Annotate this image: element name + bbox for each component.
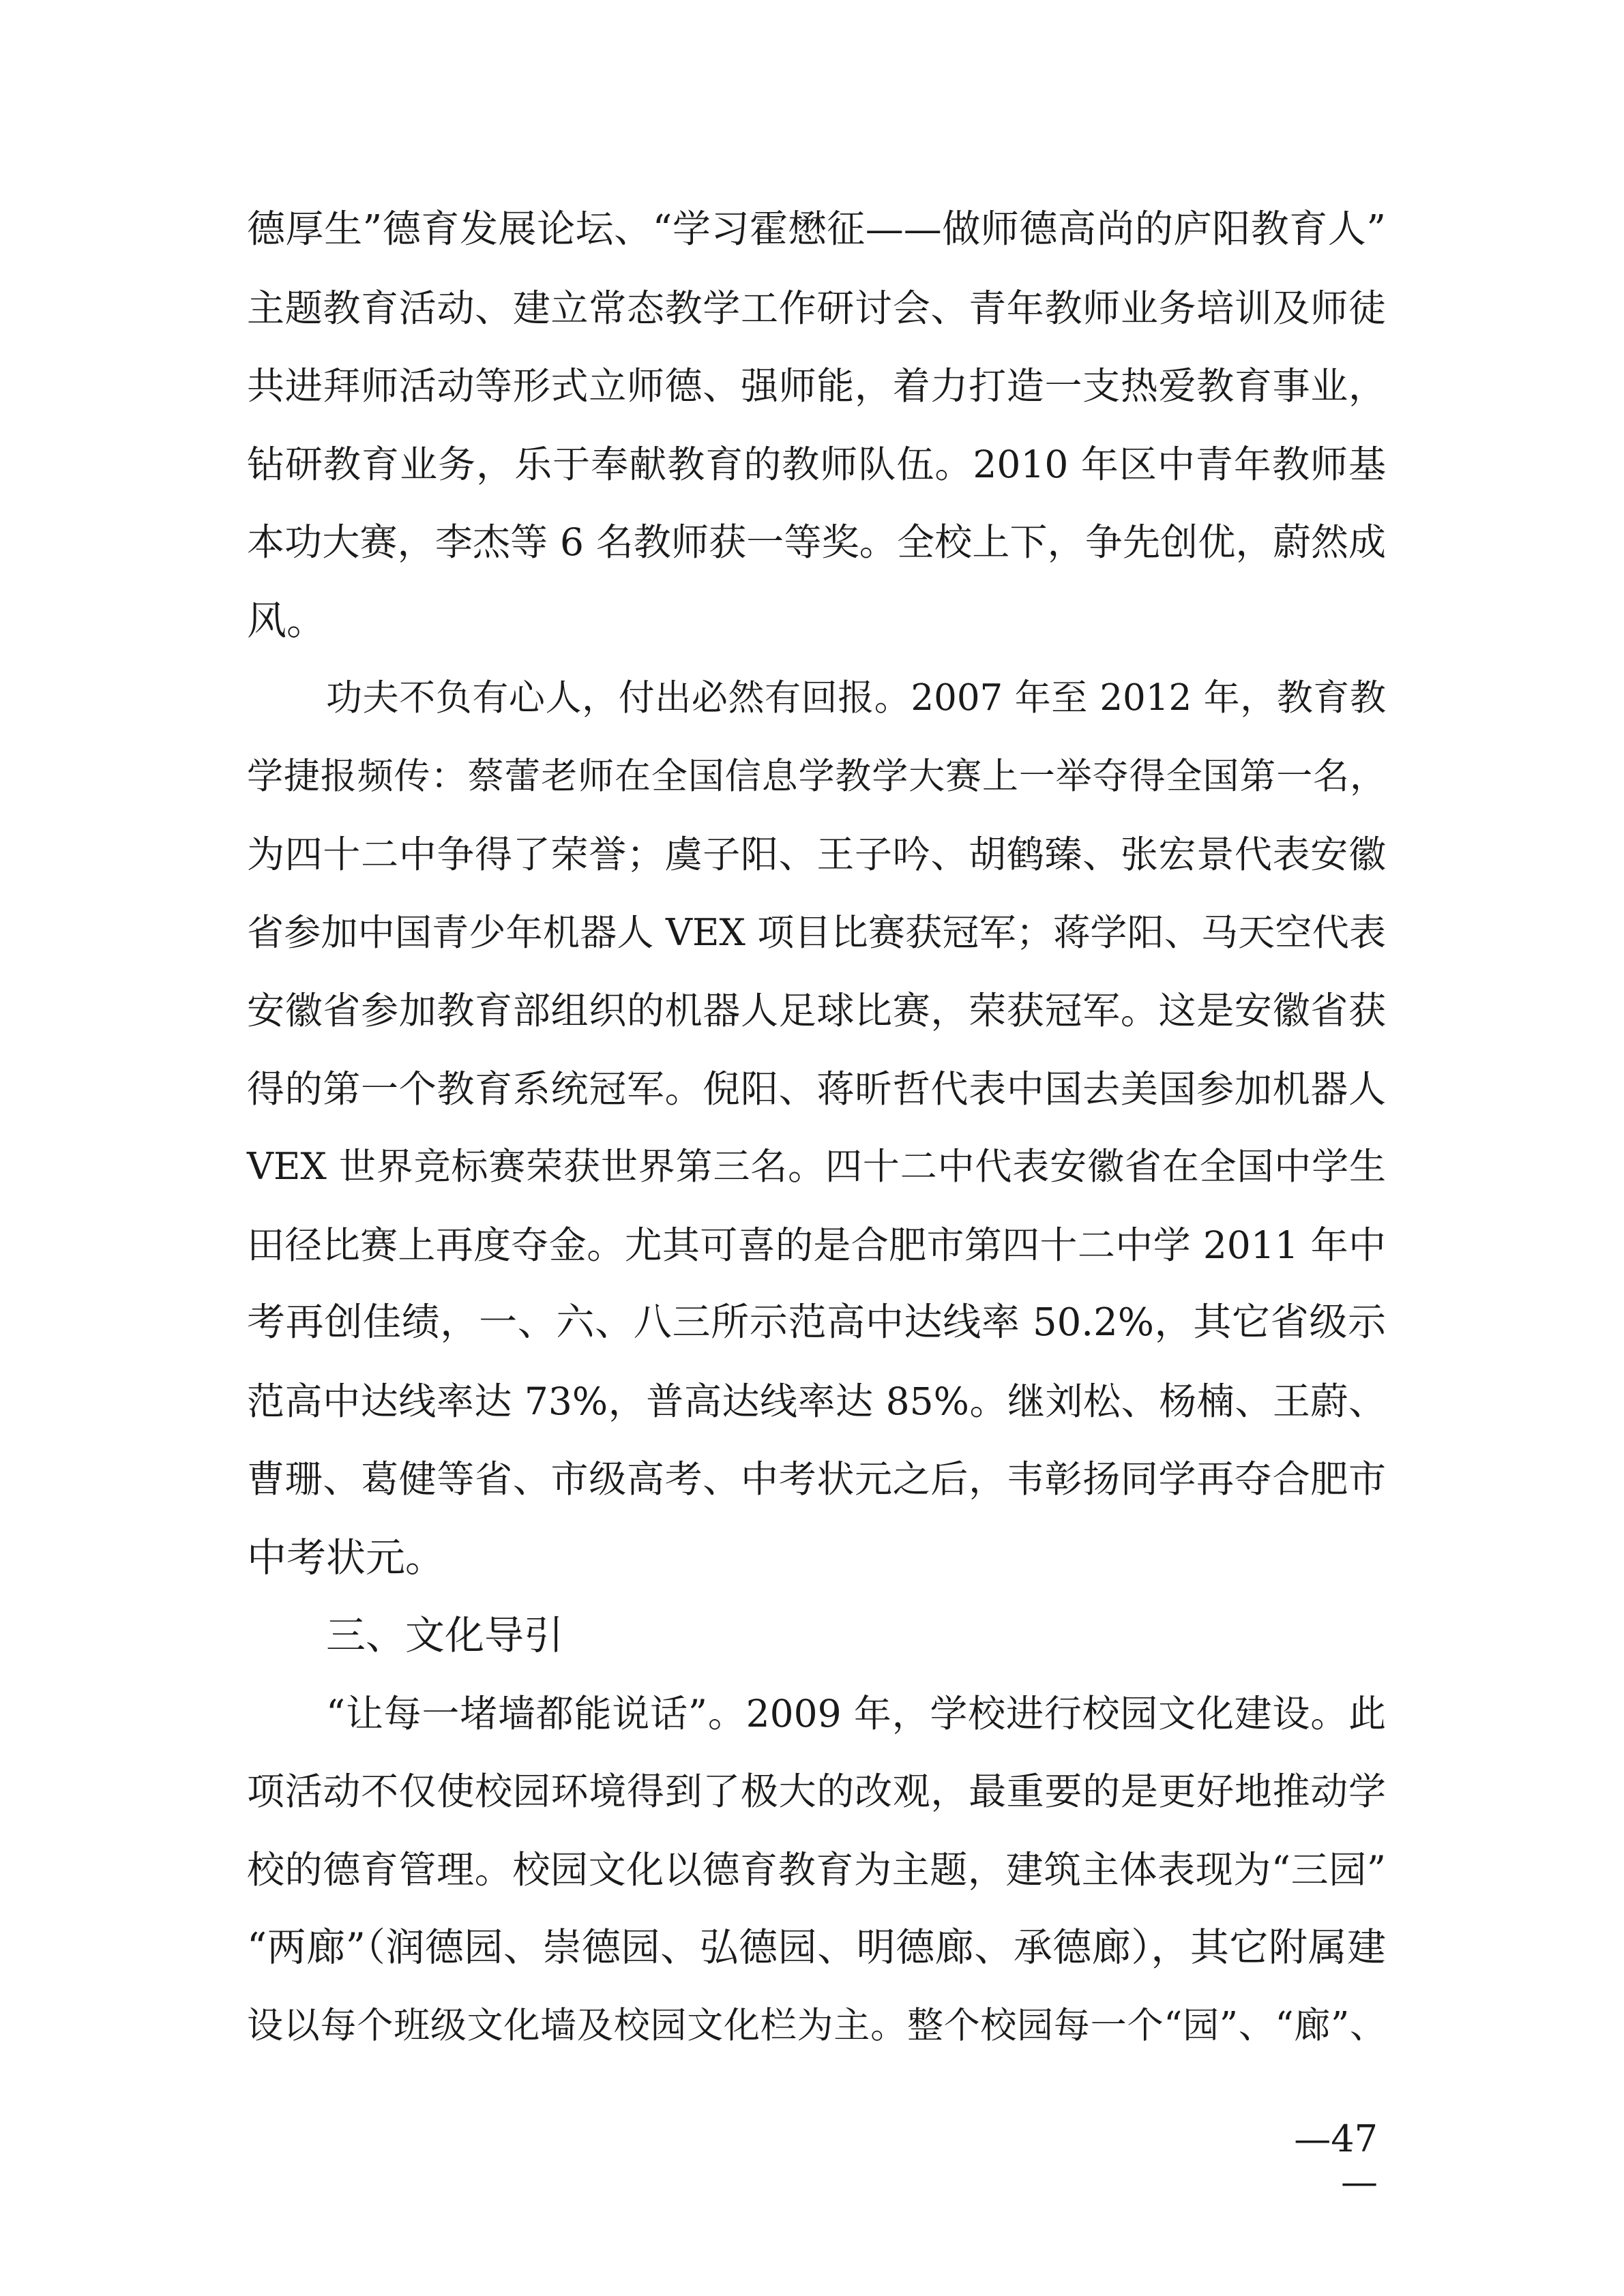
- body-text: [247, 191, 1386, 2065]
- text-line: 为四十二中争得了荣誉；虞子阳、王子吟、胡鹤臻、张宏景代表安徽: [247, 833, 1386, 876]
- text-line: 共进拜师活动等形式立师德、强师能，着力打造一支热爱教育事业，: [247, 364, 1386, 408]
- text-line: VEX 世界竞标赛荣获世界第三名。四十二中代表安徽省在全国中学生: [247, 1145, 1386, 1188]
- text-line: “让每一堵墙都能说话”。2009 年，学校进行校园文化建设。此: [326, 1691, 1386, 1735]
- text-line: 校的德育管理。校园文化以德育教育为主题，建筑主体表现为“三园”: [247, 1847, 1386, 1892]
- text-line: 曹珊、葛健等省、市级高考、中考状元之后，韦彰扬同学再夺合肥市: [247, 1457, 1386, 1501]
- text-line: 范高中达线率达 73%，普高达线率达 85%。继刘松、杨楠、王蔚、: [247, 1379, 1386, 1423]
- page-number: —47—: [1294, 2117, 1378, 2203]
- text-line: 风。: [247, 597, 327, 644]
- text-line: 得的第一个教育系统冠军。倪阳、蒋昕哲代表中国去美国参加机器人: [247, 1067, 1386, 1111]
- text-line: 功夫不负有心人，付出必然有回报。2007 年至 2012 年，教育教: [326, 677, 1386, 719]
- text-line: 考再创佳绩，一、六、八三所示范高中达线率 50.2%，其它省级示: [247, 1300, 1386, 1345]
- text-line: 三、文化导引: [326, 1612, 564, 1658]
- text-line: 主题教育活动、建立常态教学工作研讨会、青年教师业务培训及师徒: [247, 286, 1386, 330]
- text-line: 项活动不仅使校园环境得到了极大的改观，最重要的是更好地推动学: [247, 1770, 1386, 1813]
- text-line: 安徽省参加教育部组织的机器人足球比赛，荣获冠军。这是安徽省获: [247, 989, 1386, 1032]
- text-line: “两廊”（润德园、崇德园、弘德园、明德廊、承德廊），其它附属建: [247, 1925, 1386, 1970]
- text-line: 本功大赛，李杰等 6 名教师获一等奖。全校上下，争先创优，蔚然成: [247, 520, 1386, 564]
- text-line: 省参加中国青少年机器人 VEX 项目比赛获冠军；蒋学阳、马天空代表: [247, 910, 1386, 954]
- text-line: 设以每个班级文化墙及校园文化栏为主。整个校园每一个“园”、“廊”、: [247, 2004, 1386, 2046]
- text-line: 学捷报频传：蔡蕾老师在全国信息学教学大赛上一举夺得全国第一名，: [247, 755, 1386, 797]
- text-line: 德厚生”德育发展论坛、“学习霍懋征——做师德高尚的庐阳教育人”: [247, 207, 1386, 252]
- text-line: 田径比赛上再度夺金。尤其可喜的是合肥市第四十二中学 2011 年中: [247, 1223, 1386, 1267]
- text-line: 钻研教育业务，乐于奉献教育的教师队伍。2010 年区中青年教师基: [247, 442, 1386, 486]
- text-line: 中考状元。: [247, 1534, 445, 1581]
